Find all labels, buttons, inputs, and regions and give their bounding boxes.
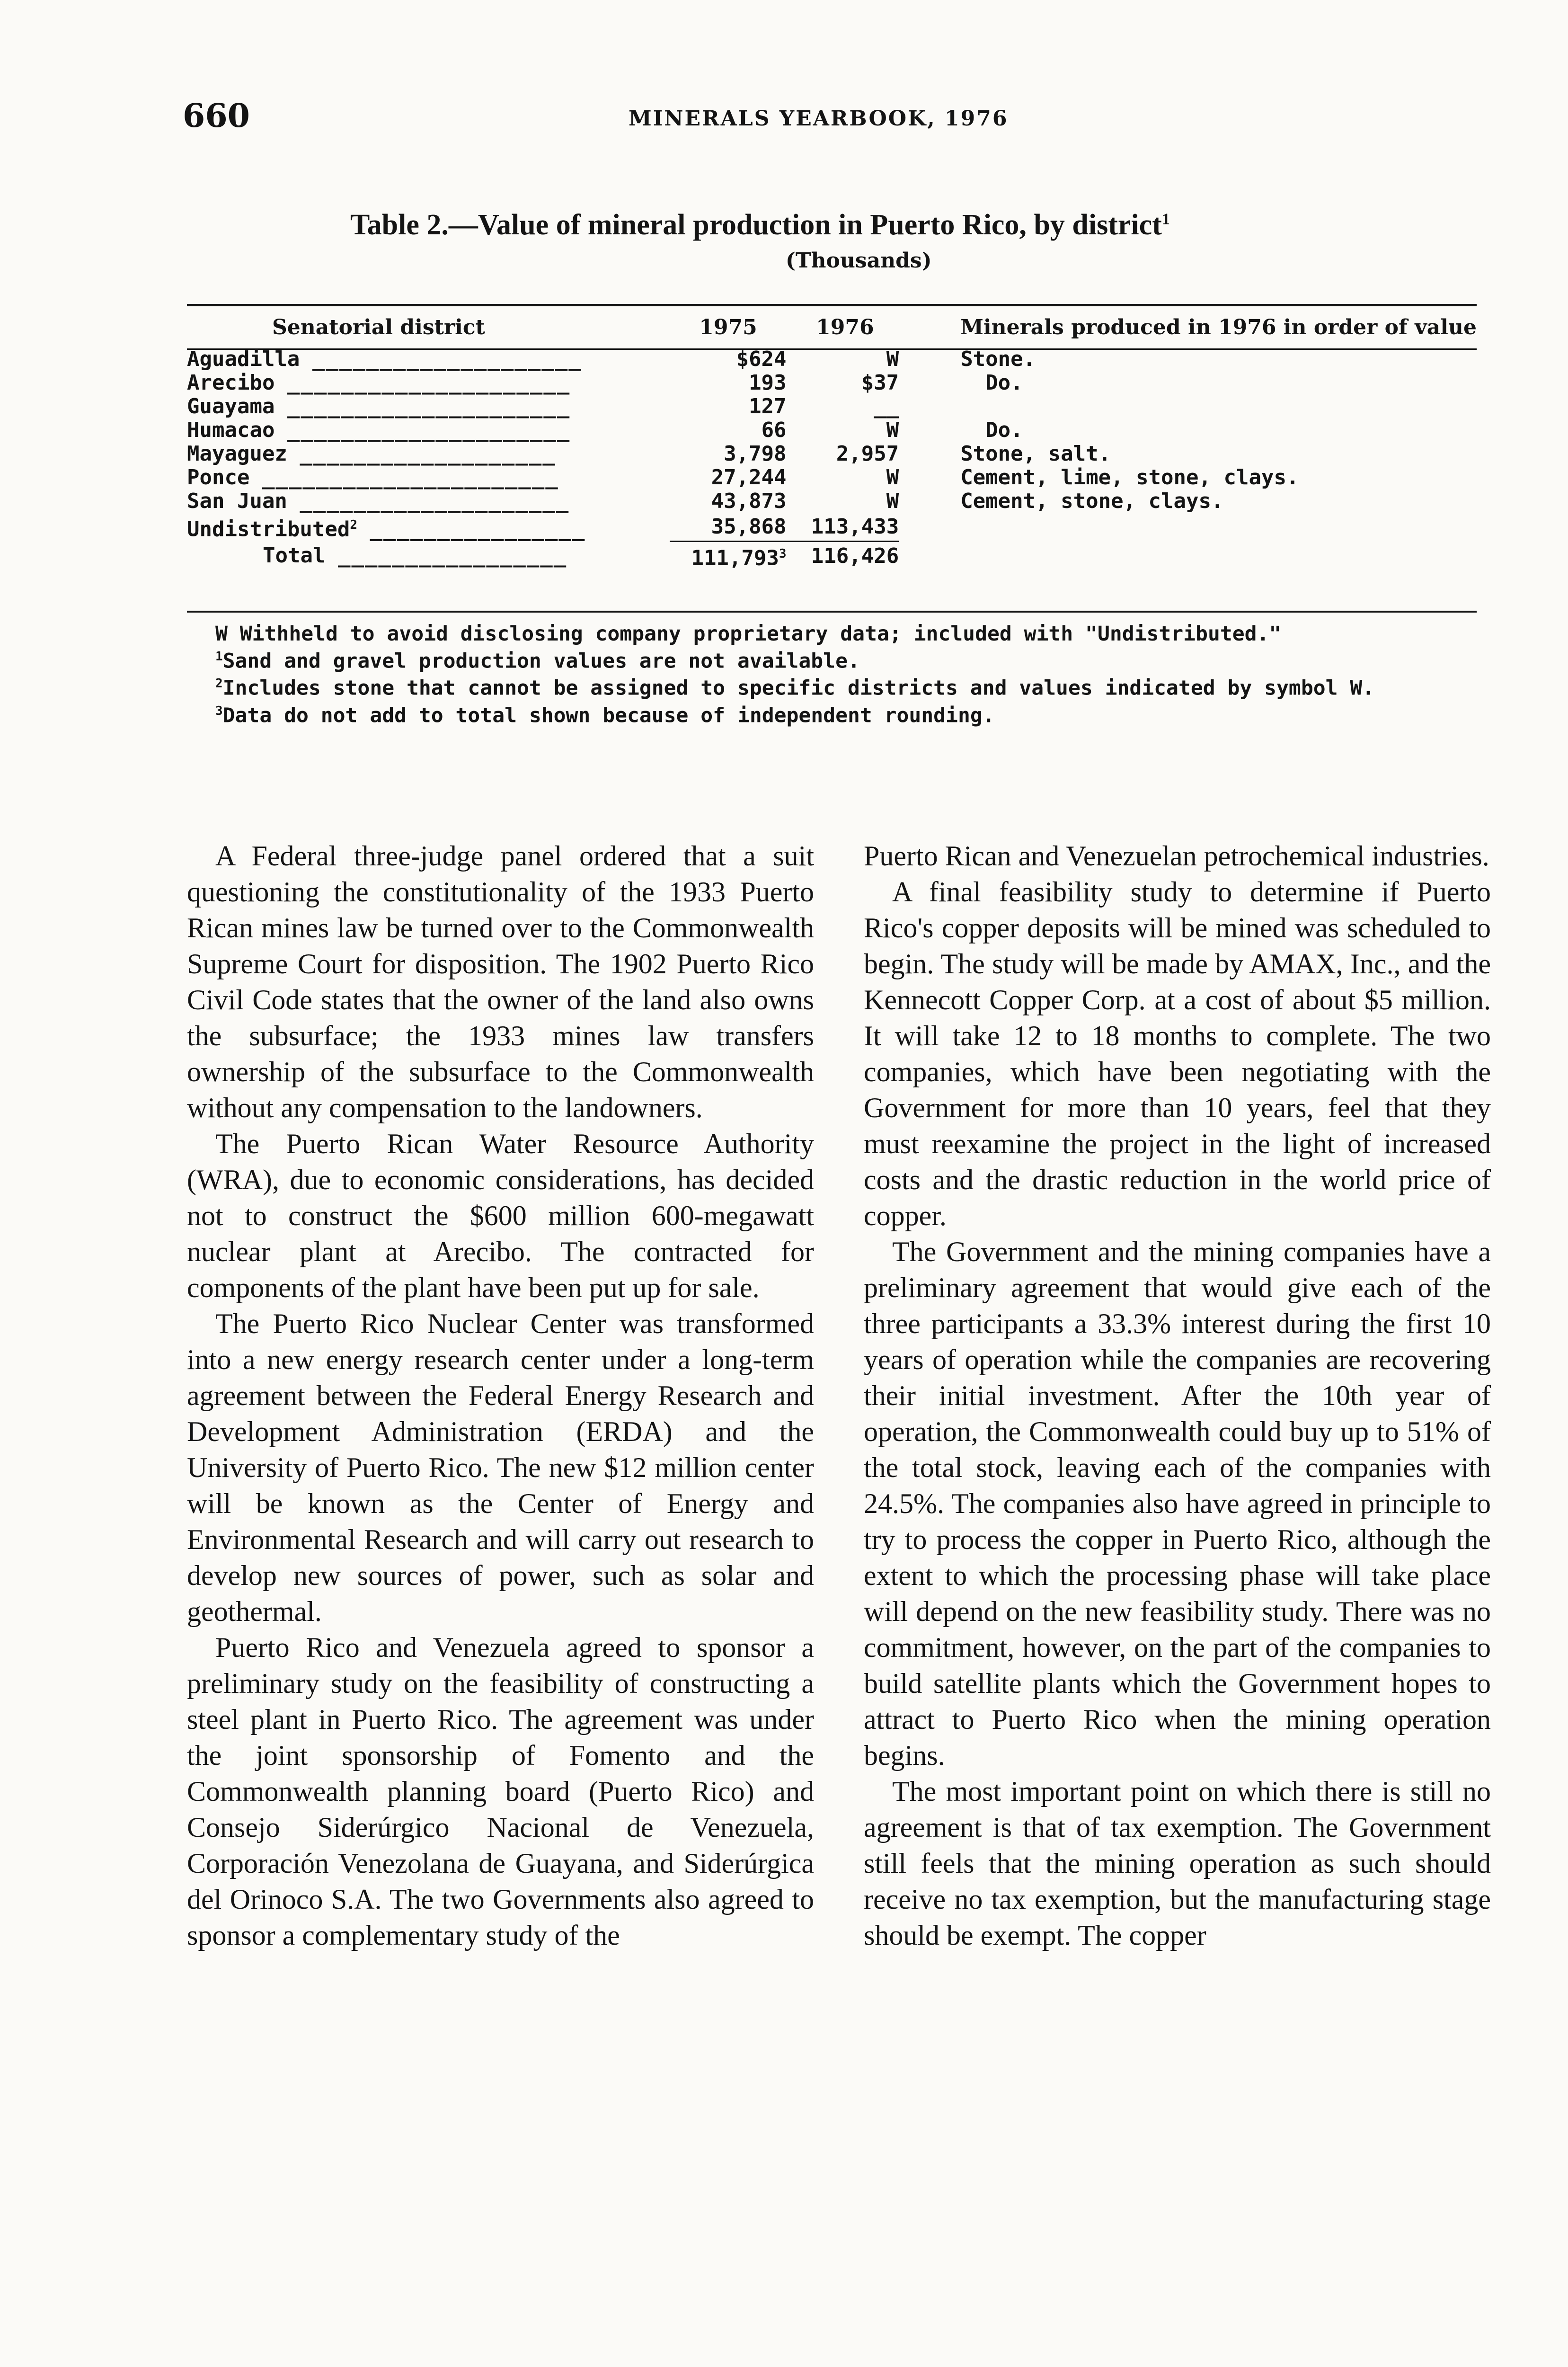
- body-column-left: [187, 838, 814, 1953]
- value-1976: 113,433: [811, 515, 899, 539]
- paragraph: Puerto Rico and Venezuela agreed to sponsor a preliminary study on the feasibility of constructing a steel plant in Puerto Rico. The agreement was under the joint sponsorship of Fomento and the Commonwealth planning board (Puerto Rico) and Consejo Siderúrgico Nacional de Venezuela, Corporación Venezolana de Guayana, and Siderúrgica del Orinoco S.A. The two Governments also agreed to sponsor a complementary study of the: [187, 1632, 814, 1951]
- table-header-row: [187, 307, 1477, 347]
- minerals-cell: Cement, lime, stone, clays.: [960, 466, 1299, 489]
- district-cell: [187, 513, 670, 542]
- total-1976: 116,426: [791, 542, 899, 570]
- leader-dots: _____________________: [287, 418, 571, 442]
- district-name: Arecibo: [187, 371, 275, 395]
- leader-dots: _________________: [337, 543, 567, 568]
- table-row: [187, 347, 1477, 371]
- value-1975: 35,868: [711, 515, 787, 539]
- paragraph: Puerto Rican and Venezuelan petrochemical industries.: [864, 840, 1489, 872]
- total-label-cell: [187, 542, 670, 570]
- paragraph: The most important point on which there is still no agreement is that of tax exemption. The Government still feels that the mining operation as such should receive no tax exemption, but the manufacturing stage should be exempt. The copper: [864, 1776, 1491, 1951]
- minerals-cell: Cement, stone, clays.: [960, 489, 1224, 513]
- district-name: Aguadilla: [187, 347, 300, 371]
- table-top-rule: [187, 304, 1477, 306]
- table-title-footnote-mark: 1: [1161, 210, 1170, 228]
- paragraph: The Government and the mining companies have a preliminary agreement that would give each of the three participants a 33.3% interest during the first 10 years of operation while the companies are recovering their initial investment. After the 10th year of operation, the Commonwealth could buy up to 51% of the total stock, leaving each of the companies with 24.5%. The companies also have agreed in principle to try to process the copper in Puerto Rico, although the extent to which the processing phase will take place will depend on the new feasibility study. There was no commitment, however, on the part of the companies to build satellite plants which the Government hopes to attract to Puerto Rico when the mining operation begins.: [864, 1236, 1491, 1771]
- paragraph: The Puerto Rico Nuclear Center was transformed into a new energy research center under a long-term agreement between the Federal Energy Research and Development Administration (ERDA) and the University of Puerto Rico. The new $12 million center will be known as the Center of Energy and Environmental Research and will carry out research to develop new sources of power, such as solar and geothermal.: [187, 1308, 814, 1627]
- table-row: [187, 466, 1477, 489]
- value-1975: $624: [736, 347, 787, 371]
- value-1976: W: [886, 489, 899, 513]
- footnote-3: [215, 700, 1374, 727]
- table-row: [187, 489, 1477, 513]
- value-1976: W: [886, 418, 899, 442]
- district-cell: [187, 442, 670, 466]
- footnote-w: W Withheld to avoid disclosing company proprietary data; included with "Undistributed.": [215, 622, 1282, 646]
- district-cell: [187, 347, 670, 371]
- page-number: 660: [183, 97, 250, 135]
- footnote-1-text: Sand and gravel production values are not available.: [222, 649, 860, 673]
- footnote-2-text: Includes stone that cannot be assigned to specific districts and values indicated by symbol W.: [222, 676, 1375, 700]
- value-1975: 127: [749, 395, 787, 418]
- body-column-right: [864, 838, 1491, 1953]
- value-1975: 27,244: [711, 466, 787, 489]
- district-name: Guayama: [187, 395, 275, 418]
- value-1976: $37: [861, 371, 899, 395]
- mineral-production-table: [187, 307, 1477, 570]
- footnote-3-mark: 3: [215, 703, 223, 718]
- paragraph: A final feasibility study to determine if Puerto Rico's copper deposits will be mined was scheduled to begin. The study will be made by AMAX, Inc., and the Kennecott Copper Corp. at a cost of about $5 million. It will take 12 to 18 months to complete. The two companies, which have been negotiating with the Government for more than 10 years, feel that they must reexamine the project in the light of increased costs and the drastic reduction in the world price of copper.: [864, 876, 1491, 1231]
- table-title-text: Table 2.—Value of mineral production in Puerto Rico, by district: [350, 209, 1162, 241]
- minerals-cell: [899, 395, 1477, 418]
- district-cell: [187, 371, 670, 395]
- value-1975: 43,873: [711, 489, 787, 513]
- column-header-1975: 1975: [699, 315, 757, 339]
- leader-dots: ___________________: [300, 442, 556, 466]
- paragraph: The Puerto Rican Water Resource Authority (WRA), due to economic considerations, has decided not to construct the $600 million 600-megawatt nuclear plant at Arecibo. The contracted for components of the plant have been put up for sale.: [187, 1128, 814, 1303]
- total-1975-value: 111,793: [691, 546, 779, 570]
- district-cell: [187, 466, 670, 489]
- paragraph: A Federal three-judge panel ordered that a suit questioning the constitutionality of the 1933 Puerto Rican mines law be turned over to the Commonwealth Supreme Court for disposition. The 1902 Puerto Rico Civil Code states that the owner of the land also owns the subsurface; the 1933 mines law transfers ownership of the subsurface to the Commonwealth without any compensation to the landowners.: [187, 840, 814, 1123]
- leader-dots: ____________________: [312, 347, 582, 371]
- value-1975: 3,798: [724, 442, 787, 466]
- table-row: [187, 513, 1477, 542]
- minerals-cell: [899, 513, 1477, 542]
- leader-dots: ______________________: [262, 466, 559, 489]
- district-name: San Juan: [187, 489, 287, 513]
- total-minerals-cell: [899, 542, 1477, 570]
- total-row: [187, 542, 1477, 570]
- footnote-mark: 2: [350, 518, 358, 532]
- table-title: [350, 208, 1170, 242]
- minerals-cell: Stone.: [960, 347, 1036, 371]
- district-cell: [187, 418, 670, 442]
- running-title: MINERALS YEARBOOK, 1976: [629, 107, 1009, 131]
- table-row: [187, 442, 1477, 466]
- column-header-1976: 1976: [816, 315, 874, 339]
- table-row: [187, 371, 1477, 395]
- district-name: Humacao: [187, 418, 275, 442]
- minerals-cell: Stone, salt.: [960, 442, 1111, 466]
- total-1975: [670, 542, 791, 570]
- footnote-1-mark: 1: [215, 650, 223, 664]
- value-1976: W: [886, 347, 899, 371]
- value-1975: 66: [761, 418, 787, 442]
- footnote-1: [215, 645, 1374, 672]
- value-1976: 2,957: [836, 442, 899, 466]
- table-footnotes: [215, 623, 1374, 727]
- value-1975: 193: [749, 371, 787, 395]
- footnote-2: [215, 672, 1374, 699]
- value-1976: __: [874, 395, 899, 418]
- column-header-minerals: Minerals produced in 1976 in order of value: [960, 315, 1477, 339]
- total-label: Total: [263, 543, 326, 568]
- leader-dots: ____________________: [300, 489, 570, 513]
- table-row: [187, 418, 1477, 442]
- leader-dots: _____________________: [287, 371, 571, 395]
- footnote-2-mark: 2: [215, 676, 223, 691]
- table-row: [187, 395, 1477, 418]
- table-bottom-rule: [187, 611, 1477, 613]
- minerals-cell: Do.: [960, 418, 1023, 442]
- district-name: Undistributed: [187, 517, 350, 542]
- district-name: Ponce: [187, 466, 250, 489]
- footnote-mark: 3: [779, 547, 787, 561]
- table-subtitle: (Thousands): [786, 249, 932, 273]
- district-cell: [187, 395, 670, 418]
- footnote-3-text: Data do not add to total shown because of independent rounding.: [222, 703, 995, 727]
- leader-dots: _____________________: [287, 395, 571, 418]
- minerals-cell: Do.: [960, 371, 1023, 395]
- value-1976: W: [886, 466, 899, 489]
- leader-dots: ________________: [370, 517, 586, 542]
- district-name: Mayaguez: [187, 442, 287, 466]
- district-cell: [187, 489, 670, 513]
- column-header-district: Senatorial district: [272, 315, 485, 339]
